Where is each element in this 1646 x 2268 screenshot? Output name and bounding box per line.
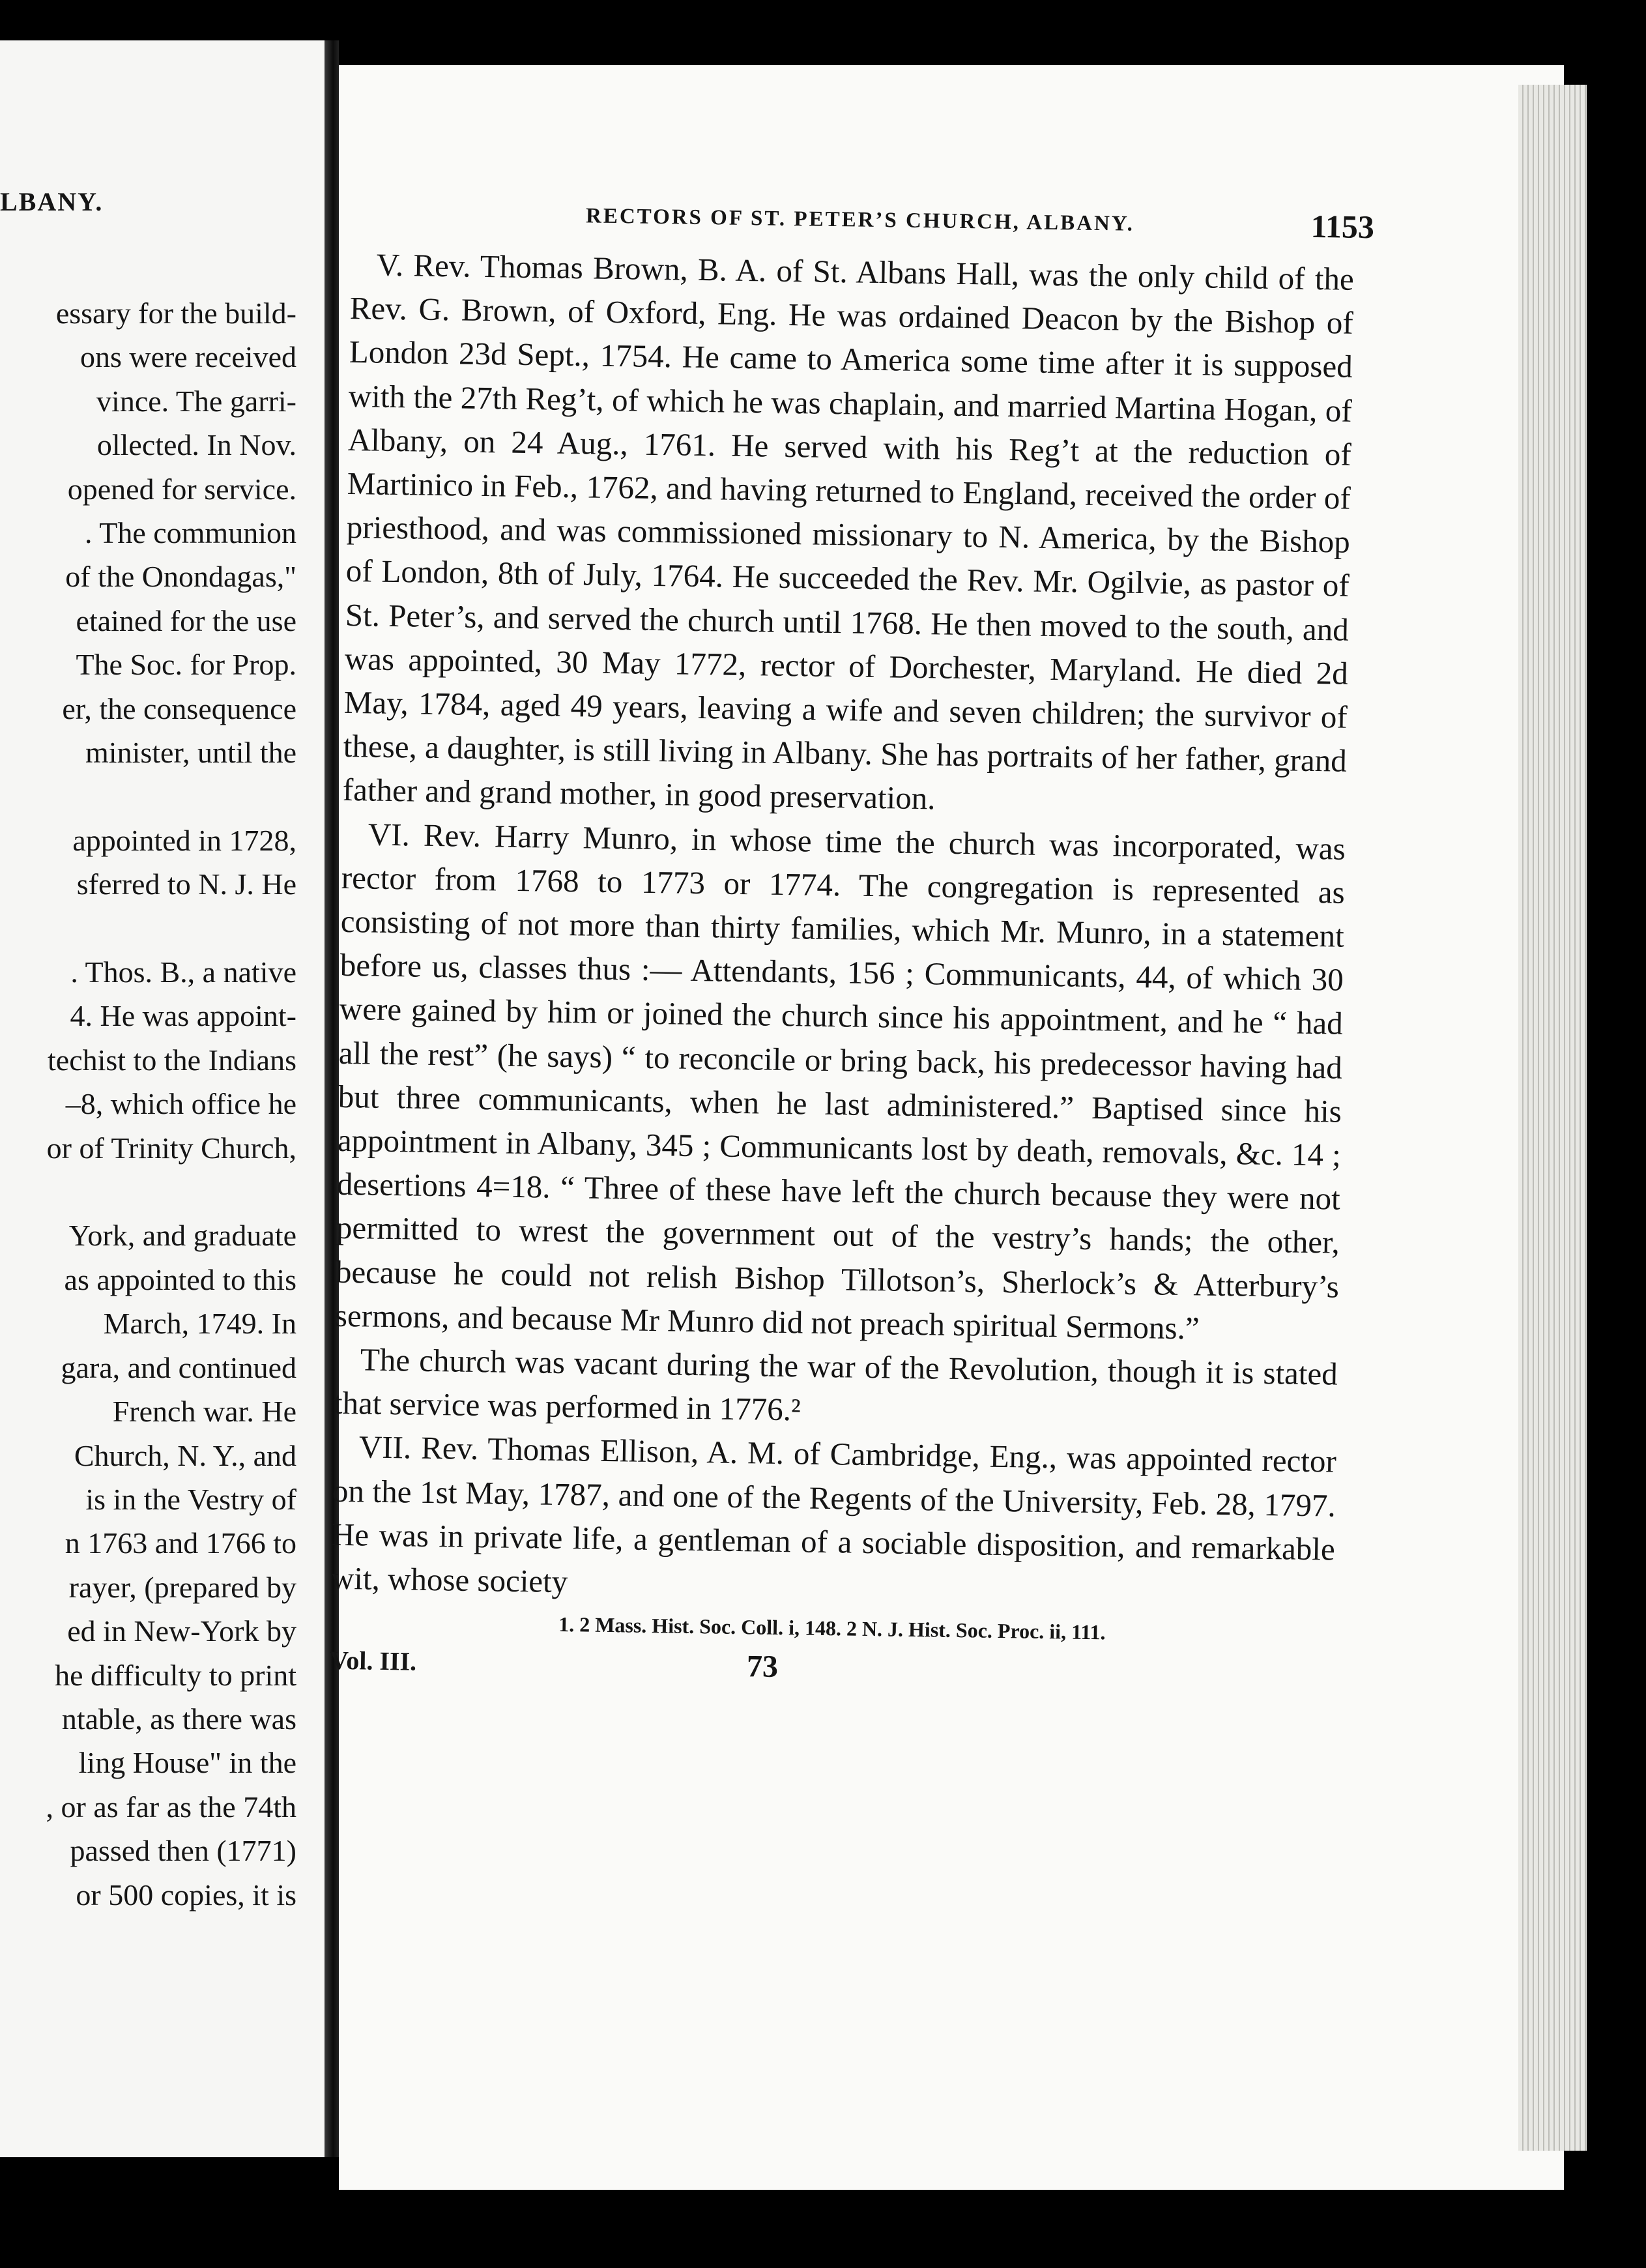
left-line: minister, until the <box>85 736 296 770</box>
footnote: 1. 2 Mass. Hist. Soc. Coll. i, 148. 2 N. J. Hist. Soc. Proc. ii, 111. <box>558 1612 1106 1644</box>
left-line: French war. He <box>112 1395 296 1429</box>
left-line: rayer, (prepared by <box>68 1570 296 1604</box>
left-line: etained for the use <box>76 603 296 637</box>
page-edges <box>1518 85 1587 2151</box>
left-line: of the Onondagas," <box>65 560 296 594</box>
paragraph-revolution: The church was vacant during the war of the Revolution, though it is stated that service was performed in 1776.² <box>333 1341 1338 1428</box>
left-line: appointed in 1728, <box>72 823 296 857</box>
left-line: sferred to N. J. He <box>76 867 296 901</box>
left-line: The Soc. for Prop. <box>76 648 296 682</box>
left-line: techist to the Indians <box>48 1043 296 1077</box>
signature-number: 73 <box>746 1649 779 1685</box>
left-line: ling House" in the <box>78 1746 296 1780</box>
left-line: essary for the build- <box>55 297 296 330</box>
right-page-content <box>329 171 1375 1703</box>
left-line: ntable, as there was <box>61 1702 296 1736</box>
body-text <box>330 242 1354 1615</box>
running-title: RECTORS OF ST. PETER’S CHURCH, ALBANY. <box>585 204 1135 236</box>
left-line: Church, N. Y., and <box>74 1438 296 1472</box>
left-line: ed in New-York by <box>67 1614 296 1648</box>
left-line: . Thos. B., a native <box>70 955 296 989</box>
left-page <box>0 40 325 2157</box>
left-line: ollected. In Nov. <box>96 428 296 462</box>
left-line: York, and graduate <box>68 1219 296 1253</box>
left-line: –8, which office he <box>65 1087 296 1121</box>
volume-mark: Vol. III. <box>329 1646 417 1677</box>
left-line: er, the consequence <box>62 691 296 725</box>
left-line: he difficulty to print <box>55 1658 296 1692</box>
paragraph-thomas-ellison: VII. Rev. Thomas Ellison, A. M. of Cambridge, Eng., was appointed rector on the 1st May, 1787, and one of the Regents of the University, Feb. 28, 1797. He was in private life, a gentleman of a sociable disposition, and remarkable wit, whose society <box>330 1429 1337 1600</box>
left-line: , or as far as the 74th <box>46 1790 296 1824</box>
running-head <box>351 171 1375 257</box>
page-number: 1153 <box>1310 207 1375 246</box>
left-line: or of Trinity Church, <box>46 1131 296 1165</box>
left-line: vince. The garri- <box>96 384 296 418</box>
paragraph-thomas-brown: V. Rev. Thomas Brown, B. A. of St. Albans Hall, was the only child of the Rev. G. Brown, of Oxford, Eng. He was ordained Deacon by the Bishop of London 23d Sept., 1754. He came to America some time after it is supposed with the 27th Reg’t, of which he was chaplain, and married Martina Hogan, of Albany, on 24 Aug., 1761. He served with his Reg’t at the reduction of Martinico in Feb., 1762, and having returned to England, received the order of priesthood, and was commissioned missionary to N. America, by the Bishop of London, 8th of July, 1764. He succeeded the Rev. Mr. Ogilvie, as pastor of St. Peter’s, and served the church until 1768. He then moved to the south, and was appointed, 30 May 1772, rector of Dorchester, Maryland. He died 2d May, 1784, aged 49 years, leaving a wife and seven children; the survivor of these, a daughter, is still living in Albany. She has portraits of her father, grand father and grand mother, in good preservation. <box>342 246 1355 817</box>
left-line-gap <box>0 907 296 950</box>
left-line-gap <box>0 774 296 818</box>
book-gutter <box>325 40 339 2157</box>
left-line-gap <box>0 1170 296 1214</box>
left-line: as appointed to this <box>64 1262 296 1296</box>
left-line: opened for service. <box>67 472 296 506</box>
left-line: gara, and continued <box>61 1350 296 1384</box>
paragraph-harry-munro: VI. Rev. Harry Munro, in whose time the church was incorporated, was rector from 1768 to 1773 or 1774. The congregation is represented as consisting of not more than thirty families, which Mr. Munro, in a statement before us, classes thus :— Attendants, 156 ; Communicants, 44, of which 30 were gained by him or joined the church since his appointment, and he “ had all the rest” (he says) “ to reconcile or bring back, his predecessor having had but three communicants, when he last administered.” Baptised since his appointment in Albany, 345 ; Communicants lost by death, removals, &c. 14 ; desertions 4=18. “ Three of these have left the church because they were not permitted to wrest the government out of the vestry’s hands; the other, because he could not relish Bishop Tillotson’s, Sherlock’s & Atterbury’s sermons, and because Mr Munro did not preach spiritual Sermons.” <box>334 816 1346 1346</box>
left-running-head: LBANY. <box>0 187 104 216</box>
left-line: is in the Vestry of <box>85 1482 296 1516</box>
left-line: . The communion <box>85 516 296 550</box>
left-line: n 1763 and 1766 to <box>65 1526 296 1560</box>
left-line: or 500 copies, it is <box>76 1878 296 1912</box>
left-line: March, 1749. In <box>103 1307 296 1341</box>
left-line: ons were received <box>79 340 296 374</box>
left-line: passed then (1771) <box>70 1834 296 1868</box>
left-line: 4. He was appoint- <box>70 999 296 1033</box>
left-page-text <box>0 291 296 1917</box>
